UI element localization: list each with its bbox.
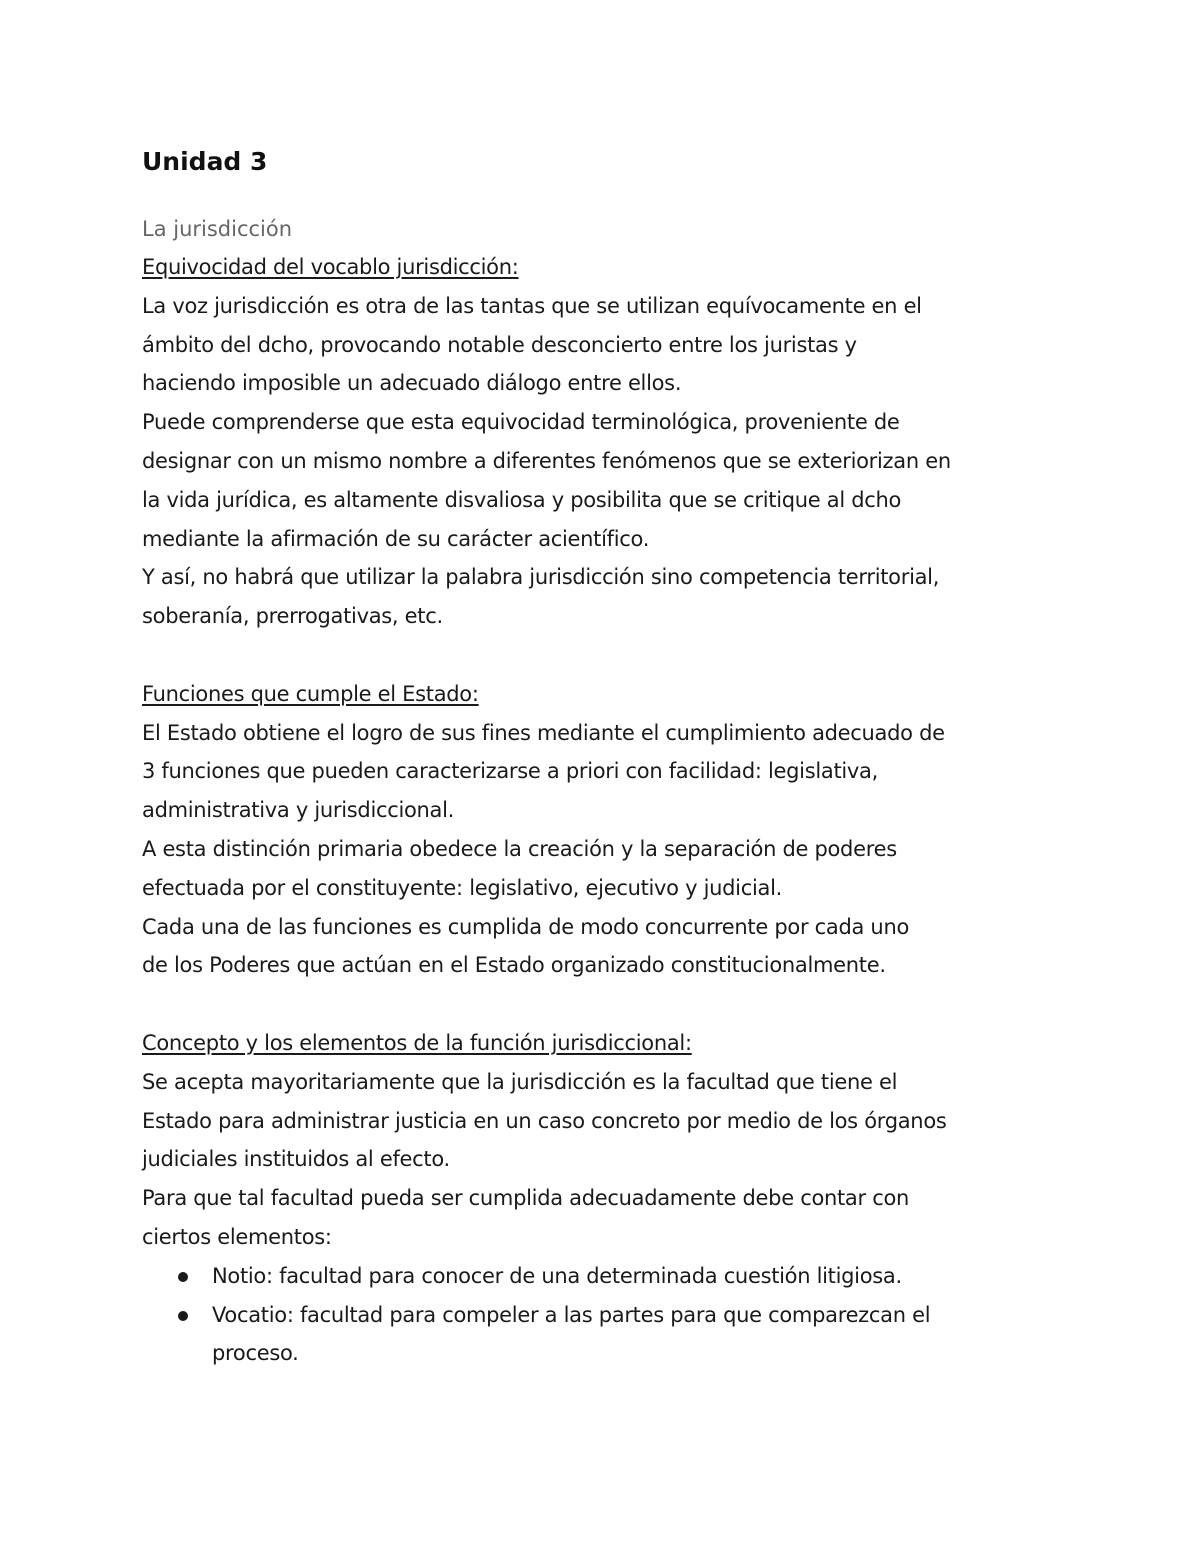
paragraph-line: de los Poderes que actúan en el Estado organizado constitucionalmente. xyxy=(142,953,886,978)
paragraph-line: 3 funciones que pueden caracterizarse a priori con facilidad: legislativa, xyxy=(142,759,879,784)
paragraph-line: La voz jurisdicción es otra de las tantas que se utilizan equívocamente en el xyxy=(142,293,922,318)
page-subtitle: La jurisdicción xyxy=(142,217,293,241)
list-item xyxy=(142,1257,1052,1296)
blank-line xyxy=(142,985,1052,1024)
paragraph-line: haciendo imposible un adecuado diálogo entre ellos. xyxy=(142,371,682,396)
paragraph-line: administrativa y jurisdiccional. xyxy=(142,798,455,823)
blank-line xyxy=(142,636,1052,675)
paragraph-line: A esta distinción primaria obedece la creación y la separación de poderes xyxy=(142,836,897,861)
paragraph-line: soberanía, prerrogativas, etc. xyxy=(142,604,443,629)
paragraph-line: ámbito del dcho, provocando notable desconcierto entre los juristas y xyxy=(142,332,857,357)
paragraph-line: Estado para administrar justicia en un caso concreto por medio de los órganos xyxy=(142,1108,947,1133)
paragraph-line: El Estado obtiene el logro de sus fines mediante el cumplimiento adecuado de xyxy=(142,720,945,745)
paragraph-line: efectuada por el constituyente: legislativo, ejecutivo y judicial. xyxy=(142,875,782,900)
list-item xyxy=(142,1296,1052,1374)
page-title: Unidad 3 xyxy=(142,147,268,176)
section-heading: Equivocidad del vocablo jurisdicción: xyxy=(142,255,519,279)
paragraph-line: Se acepta mayoritariamente que la jurisdicción es la facultad que tiene el xyxy=(142,1069,898,1094)
paragraph-line: Puede comprenderse que esta equivocidad terminológica, proveniente de xyxy=(142,410,900,435)
section-heading: Funciones que cumple el Estado: xyxy=(142,681,479,706)
list-item-text: Notio: facultad para conocer de una determinada cuestión litigiosa. xyxy=(212,1263,902,1288)
paragraph-line: Cada una de las funciones es cumplida de modo concurrente por cada uno xyxy=(142,914,910,939)
paragraph-line: la vida jurídica, es altamente disvaliosa y posibilita que se critique al dcho xyxy=(142,487,902,512)
bullet-icon xyxy=(178,1311,188,1321)
paragraph-line: designar con un mismo nombre a diferentes fenómenos que se exteriorizan en xyxy=(142,448,951,473)
paragraph-line: mediante la afirmación de su carácter acientífico. xyxy=(142,526,650,551)
bullet-list xyxy=(142,1257,1052,1373)
paragraph-line: ciertos elementos: xyxy=(142,1224,332,1249)
document-page xyxy=(142,140,1052,1373)
paragraph-line: judiciales instituidos al efecto. xyxy=(142,1147,450,1172)
section-heading: Concepto y los elementos de la función jurisdiccional: xyxy=(142,1030,692,1055)
list-item-text: Vocatio: facultad para compeler a las partes para que comparezcan el xyxy=(212,1302,931,1327)
document-body xyxy=(142,248,1052,1373)
bullet-icon xyxy=(178,1272,188,1282)
list-item-text: proceso. xyxy=(212,1341,299,1366)
paragraph-line: Y así, no habrá que utilizar la palabra jurisdicción sino competencia territorial, xyxy=(142,565,940,590)
paragraph-line: Para que tal facultad pueda ser cumplida adecuadamente debe contar con xyxy=(142,1186,910,1211)
